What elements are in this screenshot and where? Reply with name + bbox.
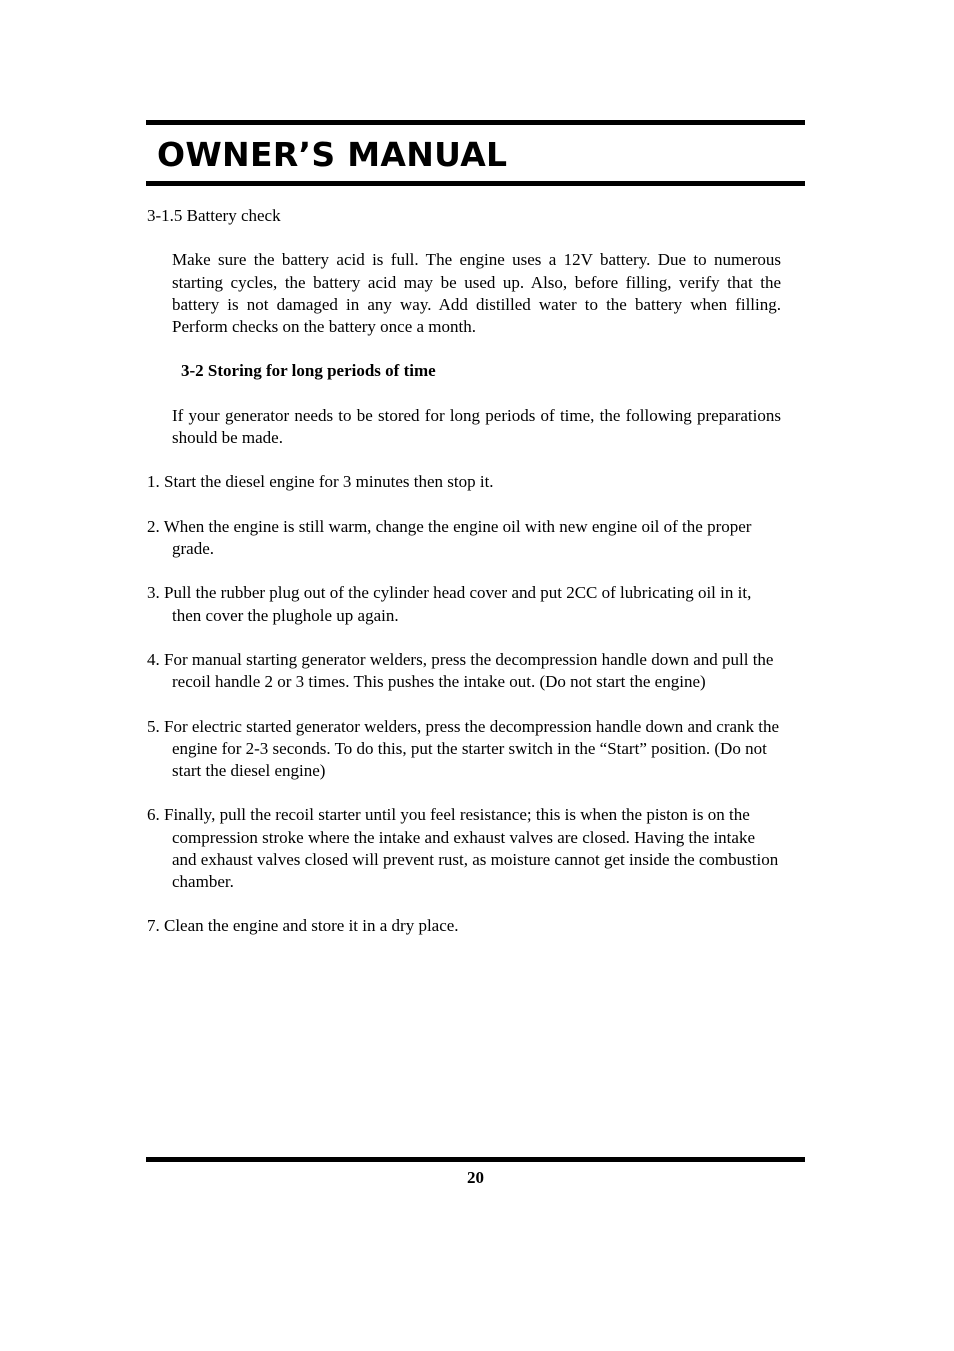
list-item: 3. Pull the rubber plug out of the cylinder head cover and put 2CC of lubricating oil in it, then cover the plughole up again.: [147, 583, 752, 625]
header-bottom-rule: [146, 181, 805, 186]
page-number: 20: [467, 1168, 484, 1187]
page-content: [147, 205, 781, 938]
list-item: 6. Finally, pull the recoil starter until you feel resistance; this is when the piston is on the compression stroke where the intake and exhaust valves are closed. Having the intake and exhaust valves closed will prevent rust, as moisture cannot get inside the combustion chamber.: [147, 805, 779, 891]
list-item: 7. Clean the engine and store it in a dry place.: [147, 916, 459, 936]
battery-check-paragraph: Make sure the battery acid is full. The engine uses a 12V battery. Due to numerous starting cycles, the battery acid may be used up. Also, before filling, verify that the battery is not damaged in any way. Add distilled water to the battery when filling. Perform checks on the battery once a month.: [172, 250, 781, 336]
storage-intro-paragraph: If your generator needs to be stored for long periods of time, the following preparations should be made.: [172, 405, 781, 447]
header-top-rule: [146, 120, 805, 125]
list-item: 2. When the engine is still warm, change the engine oil with new engine oil of the proper grade.: [147, 516, 752, 558]
storage-steps-list: [147, 471, 781, 937]
section-heading-battery-check: 3-1.5 Battery check: [147, 206, 281, 225]
section-heading-storage: 3-2 Storing for long periods of time: [181, 361, 436, 381]
list-item: 1. Start the diesel engine for 3 minutes then stop it.: [147, 472, 494, 492]
list-item: 4. For manual starting generator welders, press the decompression handle down and pull the recoil handle 2 or 3 times. This pushes the intake out. (Do not start the engine): [147, 649, 774, 692]
footer-rule: [146, 1157, 805, 1162]
page-title: OWNER’S MANUAL: [157, 135, 508, 174]
list-item: 5. For electric started generator welders, press the decompression handle down and crank the engine for 2-3 seconds. To do this, put the starter switch in the “Start” position. (Do not start the diesel engine): [147, 716, 780, 780]
